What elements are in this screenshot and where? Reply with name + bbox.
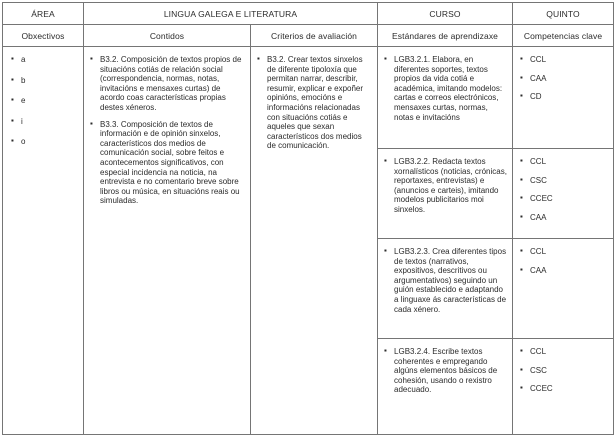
- contents-list: [90, 55, 245, 206]
- column-header-criteria: Criterios de avaliación: [251, 25, 378, 47]
- column-header-contents: Contidos: [84, 25, 251, 47]
- objectives-list: [11, 55, 78, 147]
- standard-cell-lgb321: [378, 47, 513, 149]
- standard-list: [384, 157, 507, 215]
- standard-cell-lgb322: [378, 149, 513, 239]
- standard-list: [384, 347, 507, 395]
- header-row-columns: [3, 25, 614, 47]
- standard-list: [384, 247, 507, 314]
- header-row-area: [3, 3, 614, 25]
- competencias-cell-lgb323: [513, 239, 614, 339]
- curriculum-table: [2, 2, 614, 435]
- standard-text: ▪ LGB3.2.1. Elabora, en diferentes soportes, textos propios da vida cotiá e académica, imitando modelos: cartas e correos electrónicos, mensaxes curtas, normas, notas e invitacións: [384, 55, 507, 122]
- objective-item: ▪ i: [11, 117, 78, 127]
- content-item: ▪ B3.3. Composición de textos de información e de opinión sinxelos, característicos dos medios de comunicación social, sobre feitos e acontecementos significativos, con especial incidencia na noticia, na entrevista e no comentario breve sobre libros ou música, en situacións reais ou simuladas.: [90, 120, 245, 206]
- standard-cell-lgb324: [378, 339, 513, 435]
- competencia-item: ▪ CCEC: [520, 194, 608, 204]
- header-cell-course-label: CURSO: [378, 3, 513, 25]
- objective-item: ▪ b: [11, 76, 78, 86]
- competencia-item: ▪ CD: [520, 92, 608, 102]
- competencia-item: ▪ CAA: [520, 266, 608, 276]
- competencia-item: ▪ CAA: [520, 74, 608, 84]
- competencias-list: [520, 55, 608, 102]
- header-cell-subject: LINGUA GALEGA E LITERATURA: [84, 3, 378, 25]
- competencias-list: [520, 347, 608, 394]
- objective-item: ▪ a: [11, 55, 78, 65]
- competencia-item: ▪ CCEC: [520, 384, 608, 394]
- column-header-objectives: Obxectivos: [3, 25, 84, 47]
- competencia-item: ▪ CCL: [520, 157, 608, 167]
- criteria-list: [257, 55, 372, 151]
- competencias-list: [520, 247, 608, 275]
- header-cell-course-value: QUINTO: [513, 3, 614, 25]
- header-cell-area: ÁREA: [3, 3, 84, 25]
- objectives-cell: [3, 47, 84, 435]
- competencias-cell-lgb321: [513, 47, 614, 149]
- standard-cell-lgb323: [378, 239, 513, 339]
- competencias-list: [520, 157, 608, 222]
- competencias-cell-lgb324: [513, 339, 614, 435]
- content-item: ▪ B3.2. Composición de textos propios de situacións cotiás de relación social (correspondencia, normas, notas, invitacións e mensaxes curtas) de acordo coas características propias destes xéneros.: [90, 55, 245, 113]
- competencia-item: ▪ CCL: [520, 55, 608, 65]
- objective-item: ▪ o: [11, 137, 78, 147]
- competencias-cell-lgb322: [513, 149, 614, 239]
- standard-text: ▪ LGB3.2.4. Escribe textos coherentes e empregando algúns elementos básicos de cohesión, usando o rexistro adecuado.: [384, 347, 507, 395]
- criteria-cell: [251, 47, 378, 435]
- objective-item: ▪ e: [11, 96, 78, 106]
- competencia-item: ▪ CCL: [520, 247, 608, 257]
- standard-text: ▪ LGB3.2.2. Redacta textos xornalísticos (noticias, crónicas, reportaxes, entrevistas) e (anuncios e carteis), imitando modelos publicitarios moi sinxelos.: [384, 157, 507, 215]
- criterion-item: ▪ B3.2. Crear textos sinxelos de diferente tipoloxía que permitan narrar, describir, resumir, explicar e expoñer opinións, emocións e informacións relacionadas con situacións cotiás e aqueles que sexan característicos dos medios de comunicación.: [257, 55, 372, 151]
- competencia-item: ▪ CAA: [520, 213, 608, 223]
- competencia-item: ▪ CSC: [520, 366, 608, 376]
- competencia-item: ▪ CCL: [520, 347, 608, 357]
- contents-cell: [84, 47, 251, 435]
- standard-text: ▪ LGB3.2.3. Crea diferentes tipos de textos (narrativos, expositivos, descritivos ou argumentativos) seguindo un guión establecido e adaptando a linguaxe ás características de cada xénero.: [384, 247, 507, 314]
- column-header-standards: Estándares de aprendizaxe: [378, 25, 513, 47]
- competencia-item: ▪ CSC: [520, 176, 608, 186]
- standard-list: [384, 55, 507, 122]
- column-header-competencias: Competencias clave: [513, 25, 614, 47]
- standards-row-1: [3, 47, 614, 149]
